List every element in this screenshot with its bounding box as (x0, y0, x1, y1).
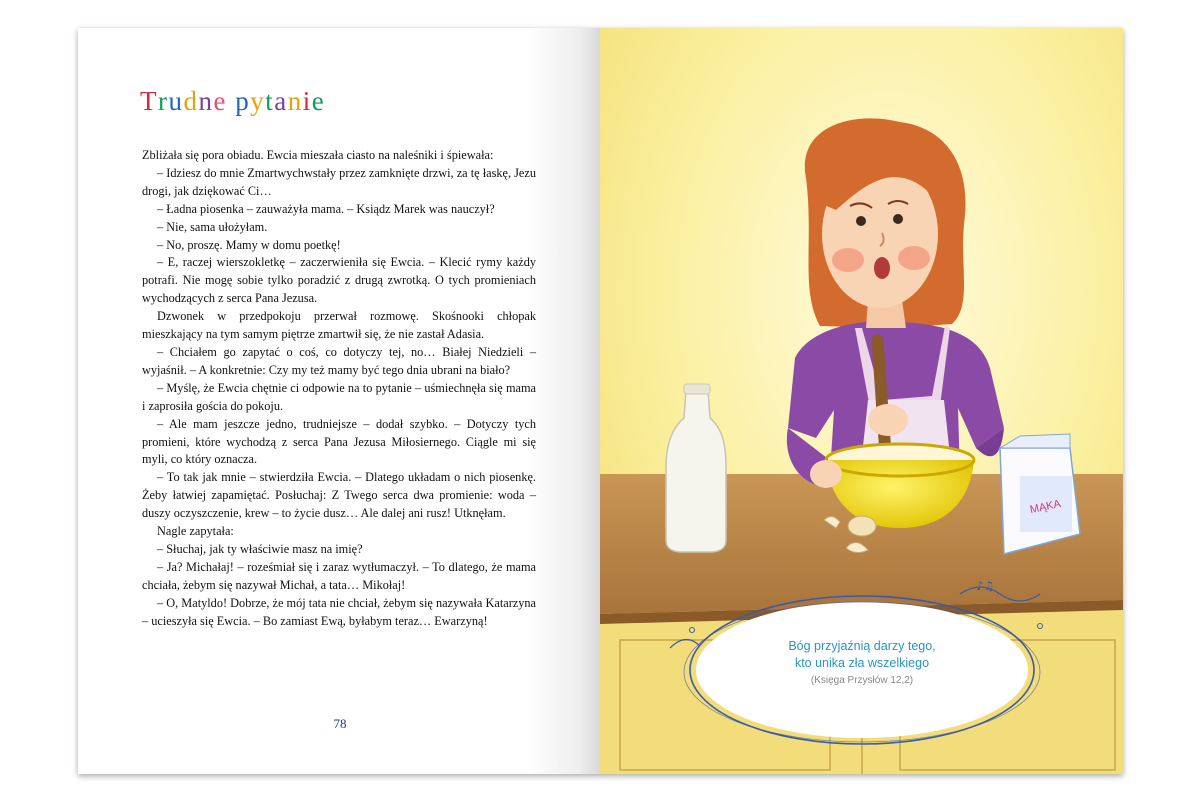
egg (848, 516, 876, 536)
title-letter: a (274, 86, 288, 116)
story-paragraph: Dzwonek w przedpokoju przerwał rozmowę. Skośnooki chłopak mieszkający na tym samym piętrze zmartwił się, że nie zastał Adasia. (142, 309, 536, 342)
left-page (78, 28, 600, 774)
title-letter: d (183, 86, 199, 116)
title-letter: T (140, 86, 158, 116)
story-paragraph: – E, raczej wierszokletkę – zaczerwieniła się Ewcia. – Klecić rymy każdy potrafi. Nie mogę sobie tylko poradzić z drugą zwrotką. O tych promieniach wychodzących z serca Pana Jezusa. (142, 255, 536, 306)
mouth (874, 257, 890, 279)
story-text (142, 147, 536, 630)
quote-box (712, 638, 1012, 686)
title-letter: t (265, 86, 275, 116)
open-book (78, 28, 1123, 774)
page-title (140, 86, 325, 117)
svg-text:♪♫: ♪♫ (976, 579, 995, 593)
story-paragraph: – Nie, sama ułożyłam. (157, 219, 268, 234)
story-paragraph: – Myślę, że Ewcia chętnie ci odpowie na to pytanie – uśmiechnęła się mama i zaprosiła gościa do pokoju. (142, 380, 536, 413)
story-paragraph: – Ale mam jeszcze jedno, trudniejsze – dodał szybko. – Dotyczy tych promieni, które wychodzą z serca Pana Jezusa Miłosiernego. Ciągle mi się myli, co który oznacza. (142, 416, 536, 467)
quote-line-1: Bóg przyjaźnią darzy tego, (788, 639, 936, 653)
flour-label: MĄKA (1028, 497, 1062, 517)
story-paragraph: Zbliżała się pora obiadu. Ewcia mieszała ciasto na naleśniki i śpiewała: (142, 148, 494, 162)
story-paragraph: – To tak jak mnie – stwierdziła Ewcia. – Dlatego układam o nich piosenkę. Żeby łatwiej zapamiętać. Posłuchaj: Z Twego serca dwa promienie: woda – duszy oczyszczenie, krew – to życie dusz… Ale dalej ani rusz! Utknęłam. (142, 470, 536, 521)
title-letter: n (198, 86, 214, 116)
title-letter: r (158, 86, 169, 116)
title-letter: e (311, 86, 326, 116)
quote-line-2: kto unika zła wszelkiego (794, 656, 930, 670)
story-paragraph: – Ładna piosenka – zauważyła mama. – Ksiądz Marek was nauczył? (157, 201, 495, 216)
story-paragraph: – No, proszę. Mamy w domu poetkę! (157, 237, 341, 252)
title-letter: u (168, 86, 184, 116)
title-letter: p (235, 86, 251, 116)
quote-reference: (Księga Przysłów 12,2) (810, 675, 914, 686)
title-letter (227, 86, 235, 117)
story-paragraph: – Idziesz do mnie Zmartwychwstały przez zamknięte drzwi, za tę łaskę, Jezu drogi, jak dziękować Ci… (142, 165, 536, 198)
title-letter: y (250, 86, 266, 116)
story-paragraph: – Ja? Michałaj! – roześmiał się i zaraz wytłumaczył. – To dlatego, że mama chciała, żebym się nazywał Michał, a tata… Mikołaj! (142, 559, 536, 592)
story-paragraph: – Słuchaj, jak ty właściwie masz na imię? (157, 541, 363, 556)
right-page-illustration (600, 28, 1123, 774)
eye-right (893, 214, 903, 224)
page-number: 78 (333, 716, 347, 731)
title-letter: i (302, 86, 312, 116)
story-paragraph: – Chciałem go zapytać o coś, co dotyczy tej, no… Białej Niedzieli – wyjaśnił. – A konkretnie: Czy my też mamy być tego dnia ubrani na biało? (142, 344, 536, 377)
title-letter: n (287, 86, 303, 116)
story-paragraph: Nagle zapytała: (157, 524, 234, 539)
title-letter: e (213, 86, 227, 116)
story-paragraph: – O, Matyldo! Dobrze, że mój tata nie chciał, żebym się nazywała Katarzyna – ucieszyła się Ewcia. – Bo zamiast Ewą, byłabym teraz… Ewarzyną! (142, 595, 536, 628)
eye-left (856, 216, 866, 226)
